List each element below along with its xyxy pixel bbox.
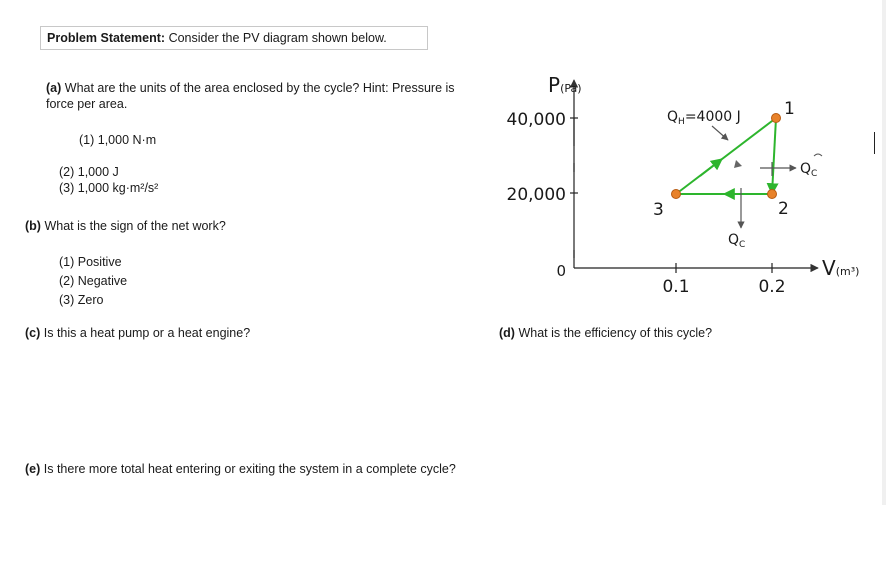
point-2 <box>768 190 777 199</box>
point-3 <box>672 190 681 199</box>
y-tick-label-40000: 40,000 <box>506 110 566 130</box>
question-a-option-2: (2) 1,000 J <box>59 165 119 179</box>
x-tick-label-0.1: 0.1 <box>662 277 690 297</box>
x-tick-label-0.2: 0.2 <box>758 277 786 297</box>
question-a-option-3: (3) 1,000 kg·m²/s² <box>59 181 159 195</box>
point-1 <box>772 114 781 123</box>
question-e-text: Is there more total heat entering or exiting the system in a complete cycle? <box>43 462 456 476</box>
y-tick-label-20000: 20,000 <box>506 185 566 205</box>
question-b-label: (b) <box>25 219 41 233</box>
question-b-option-2: (2) Negative <box>59 274 128 288</box>
question-e-label: (e) <box>25 462 41 476</box>
qh-arrow <box>712 126 728 140</box>
problem-statement-label: Problem Statement: <box>47 31 166 45</box>
path-3-to-1 <box>676 118 776 194</box>
qc-bottom-label: $Q_C$ <box>728 232 746 250</box>
path-1-to-2 <box>772 118 776 194</box>
question-b-text: What is the sign of the net work? <box>44 219 226 233</box>
problem-statement-text: Consider the PV diagram shown below. <box>168 31 387 45</box>
qh-label: $Q_H=4000$ J <box>667 109 741 127</box>
qc-top-label: $Q_C$ <box>800 161 818 179</box>
path-3-to-1-arrow <box>700 159 722 176</box>
point-3-label: 3 <box>653 200 664 220</box>
qc-top-hat <box>814 154 822 156</box>
question-b-option-3: (3) Zero <box>59 293 104 307</box>
question-a-text-line1: What are the units of the area enclosed by the cycle? Hint: Pressure is <box>64 81 455 95</box>
question-d-label: (d) <box>499 326 515 340</box>
question-c-text: Is this a heat pump or a heat engine? <box>43 326 251 340</box>
x-axis-label: V(m³) <box>822 256 860 280</box>
question-c-label: (c) <box>25 326 41 340</box>
question-d-text: What is the efficiency of this cycle? <box>518 326 713 340</box>
cycle-chevron <box>734 160 742 168</box>
question-a-text-line2: force per area. <box>46 97 128 111</box>
point-2-label: 2 <box>778 199 789 219</box>
question-a-label: (a) <box>46 81 62 95</box>
question-b-option-1: (1) Positive <box>59 255 122 269</box>
point-1-label: 1 <box>784 99 795 119</box>
y-axis-label: P(Pa) <box>548 73 582 97</box>
y-tick-label-0: 0 <box>556 262 566 280</box>
question-a-option-1: (1) 1,000 N·m <box>79 133 157 147</box>
